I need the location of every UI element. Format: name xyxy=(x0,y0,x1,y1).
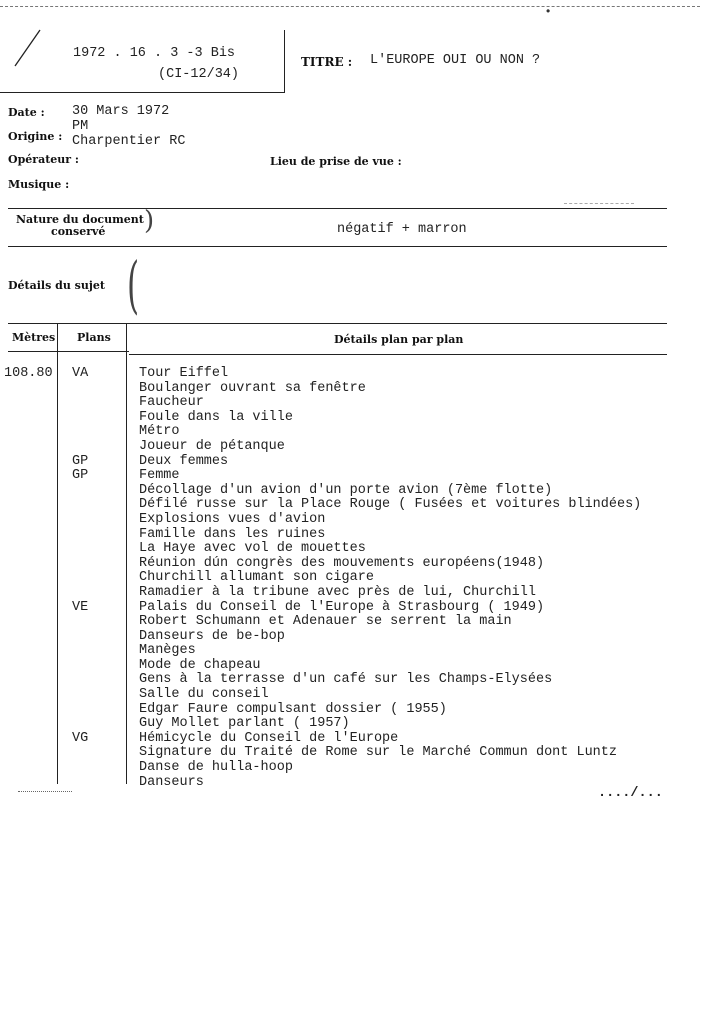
plans-details-divider xyxy=(126,324,127,784)
detail-row: Danse de hulla-hoop xyxy=(139,760,293,776)
detail-row: Décollage d'un avion d'un porte avion (7ème flotte) xyxy=(139,482,553,498)
detail-row: Danseurs xyxy=(139,774,204,790)
detail-row: Robert Schumann et Adenauer se serrent la main xyxy=(139,614,512,630)
header-divider xyxy=(284,30,285,92)
detail-row: Mode de chapeau xyxy=(139,657,261,673)
table-header-line-left xyxy=(8,351,129,352)
plan-gp-2: GP xyxy=(72,468,89,484)
detail-row: Salle du conseil xyxy=(139,687,269,703)
plan-ve: VE xyxy=(72,599,89,615)
lieu-label: Lieu de prise de vue : xyxy=(270,155,402,168)
detail-row: Hémicycle du Conseil de l'Europe xyxy=(139,730,399,746)
detail-row: Métro xyxy=(139,424,180,440)
nature-label-line1: Nature du document xyxy=(16,213,144,226)
detail-row: Gens à la terrasse d'un café sur les Champs-Elysées xyxy=(139,672,553,688)
details-bottom-line xyxy=(8,323,667,324)
reference-number: 1972 . 16 . 3 -3 Bis xyxy=(73,46,236,61)
musique-label: Musique : xyxy=(8,178,70,191)
details-sujet-brace: ( xyxy=(127,248,140,321)
slash-mark xyxy=(12,28,42,70)
bottom-dotted-mark xyxy=(18,791,72,793)
origine-label: Origine : xyxy=(8,130,63,143)
detail-row: Ramadier à la tribune avec près de lui, Churchill xyxy=(139,584,536,600)
scan-mark: • xyxy=(546,4,551,18)
metres-plans-divider xyxy=(57,324,58,784)
detail-row: Tour Eiffel xyxy=(139,366,229,381)
nature-value: négatif + marron xyxy=(337,222,467,237)
date-extra: PM xyxy=(72,119,89,134)
plan-vg: VG xyxy=(72,731,89,746)
small-print-mark xyxy=(564,203,634,205)
detail-row: Danseurs de be-bop xyxy=(139,628,285,644)
detail-row: Foule dans la ville xyxy=(139,409,293,425)
detail-row: Boulanger ouvrant sa fenêtre xyxy=(139,380,366,396)
nature-brace: ) xyxy=(144,206,155,236)
nature-top-line xyxy=(8,208,667,209)
title-value: L'EUROPE OUI OU NON ? xyxy=(370,53,541,68)
detail-row: Churchill allumant son cigare xyxy=(139,570,374,586)
date-value: 30 Mars 1972 xyxy=(72,104,170,119)
detail-row: Défilé russe sur la Place Rouge ( Fusées et voitures blindées) xyxy=(139,497,642,513)
detail-row: Joueur de pétanque xyxy=(139,438,285,454)
origine-value: Charpentier RC xyxy=(72,134,186,149)
continuation-mark: ..../... xyxy=(598,786,663,801)
header-underline xyxy=(0,92,285,93)
details-sujet-label: Détails du sujet xyxy=(8,279,105,292)
detail-row: Palais du Conseil de l'Europe à Strasbourg ( 1949) xyxy=(139,599,545,615)
title-label: TITRE : xyxy=(301,55,353,69)
nature-label-line2: conservé xyxy=(51,225,106,238)
nature-bottom-line xyxy=(8,246,667,247)
reference-code: (CI-12/34) xyxy=(158,67,240,82)
detail-row: Femme xyxy=(139,468,180,484)
table-header-line xyxy=(129,354,667,355)
plan-gp-1: GP xyxy=(72,453,89,469)
plan-va: VA xyxy=(72,366,89,381)
date-label: Date : xyxy=(8,106,45,119)
detail-row: Réunion dún congrès des mouvements européens(1948) xyxy=(139,555,545,571)
details-list xyxy=(139,367,641,790)
detail-row: Signature du Traité de Rome sur le Marché Commun dont Luntz xyxy=(139,745,617,761)
detail-row: Manèges xyxy=(139,643,196,659)
operateur-label: Opérateur : xyxy=(8,153,79,166)
metres-value: 108.80 xyxy=(4,366,53,381)
detail-row: Faucheur xyxy=(139,395,204,411)
column-details: Détails plan par plan xyxy=(334,333,464,346)
column-metres: Mètres xyxy=(12,331,56,344)
detail-row: Explosions vues d'avion xyxy=(139,511,326,527)
detail-row: Famille dans les ruines xyxy=(139,526,326,542)
top-edge-line xyxy=(0,6,700,8)
detail-row: Deux femmes xyxy=(139,453,229,469)
detail-row: La Haye avec vol de mouettes xyxy=(139,541,366,557)
column-plans: Plans xyxy=(77,331,111,344)
detail-row: Guy Mollet parlant ( 1957) xyxy=(139,716,350,732)
detail-row: Edgar Faure compulsant dossier ( 1955) xyxy=(139,701,447,717)
